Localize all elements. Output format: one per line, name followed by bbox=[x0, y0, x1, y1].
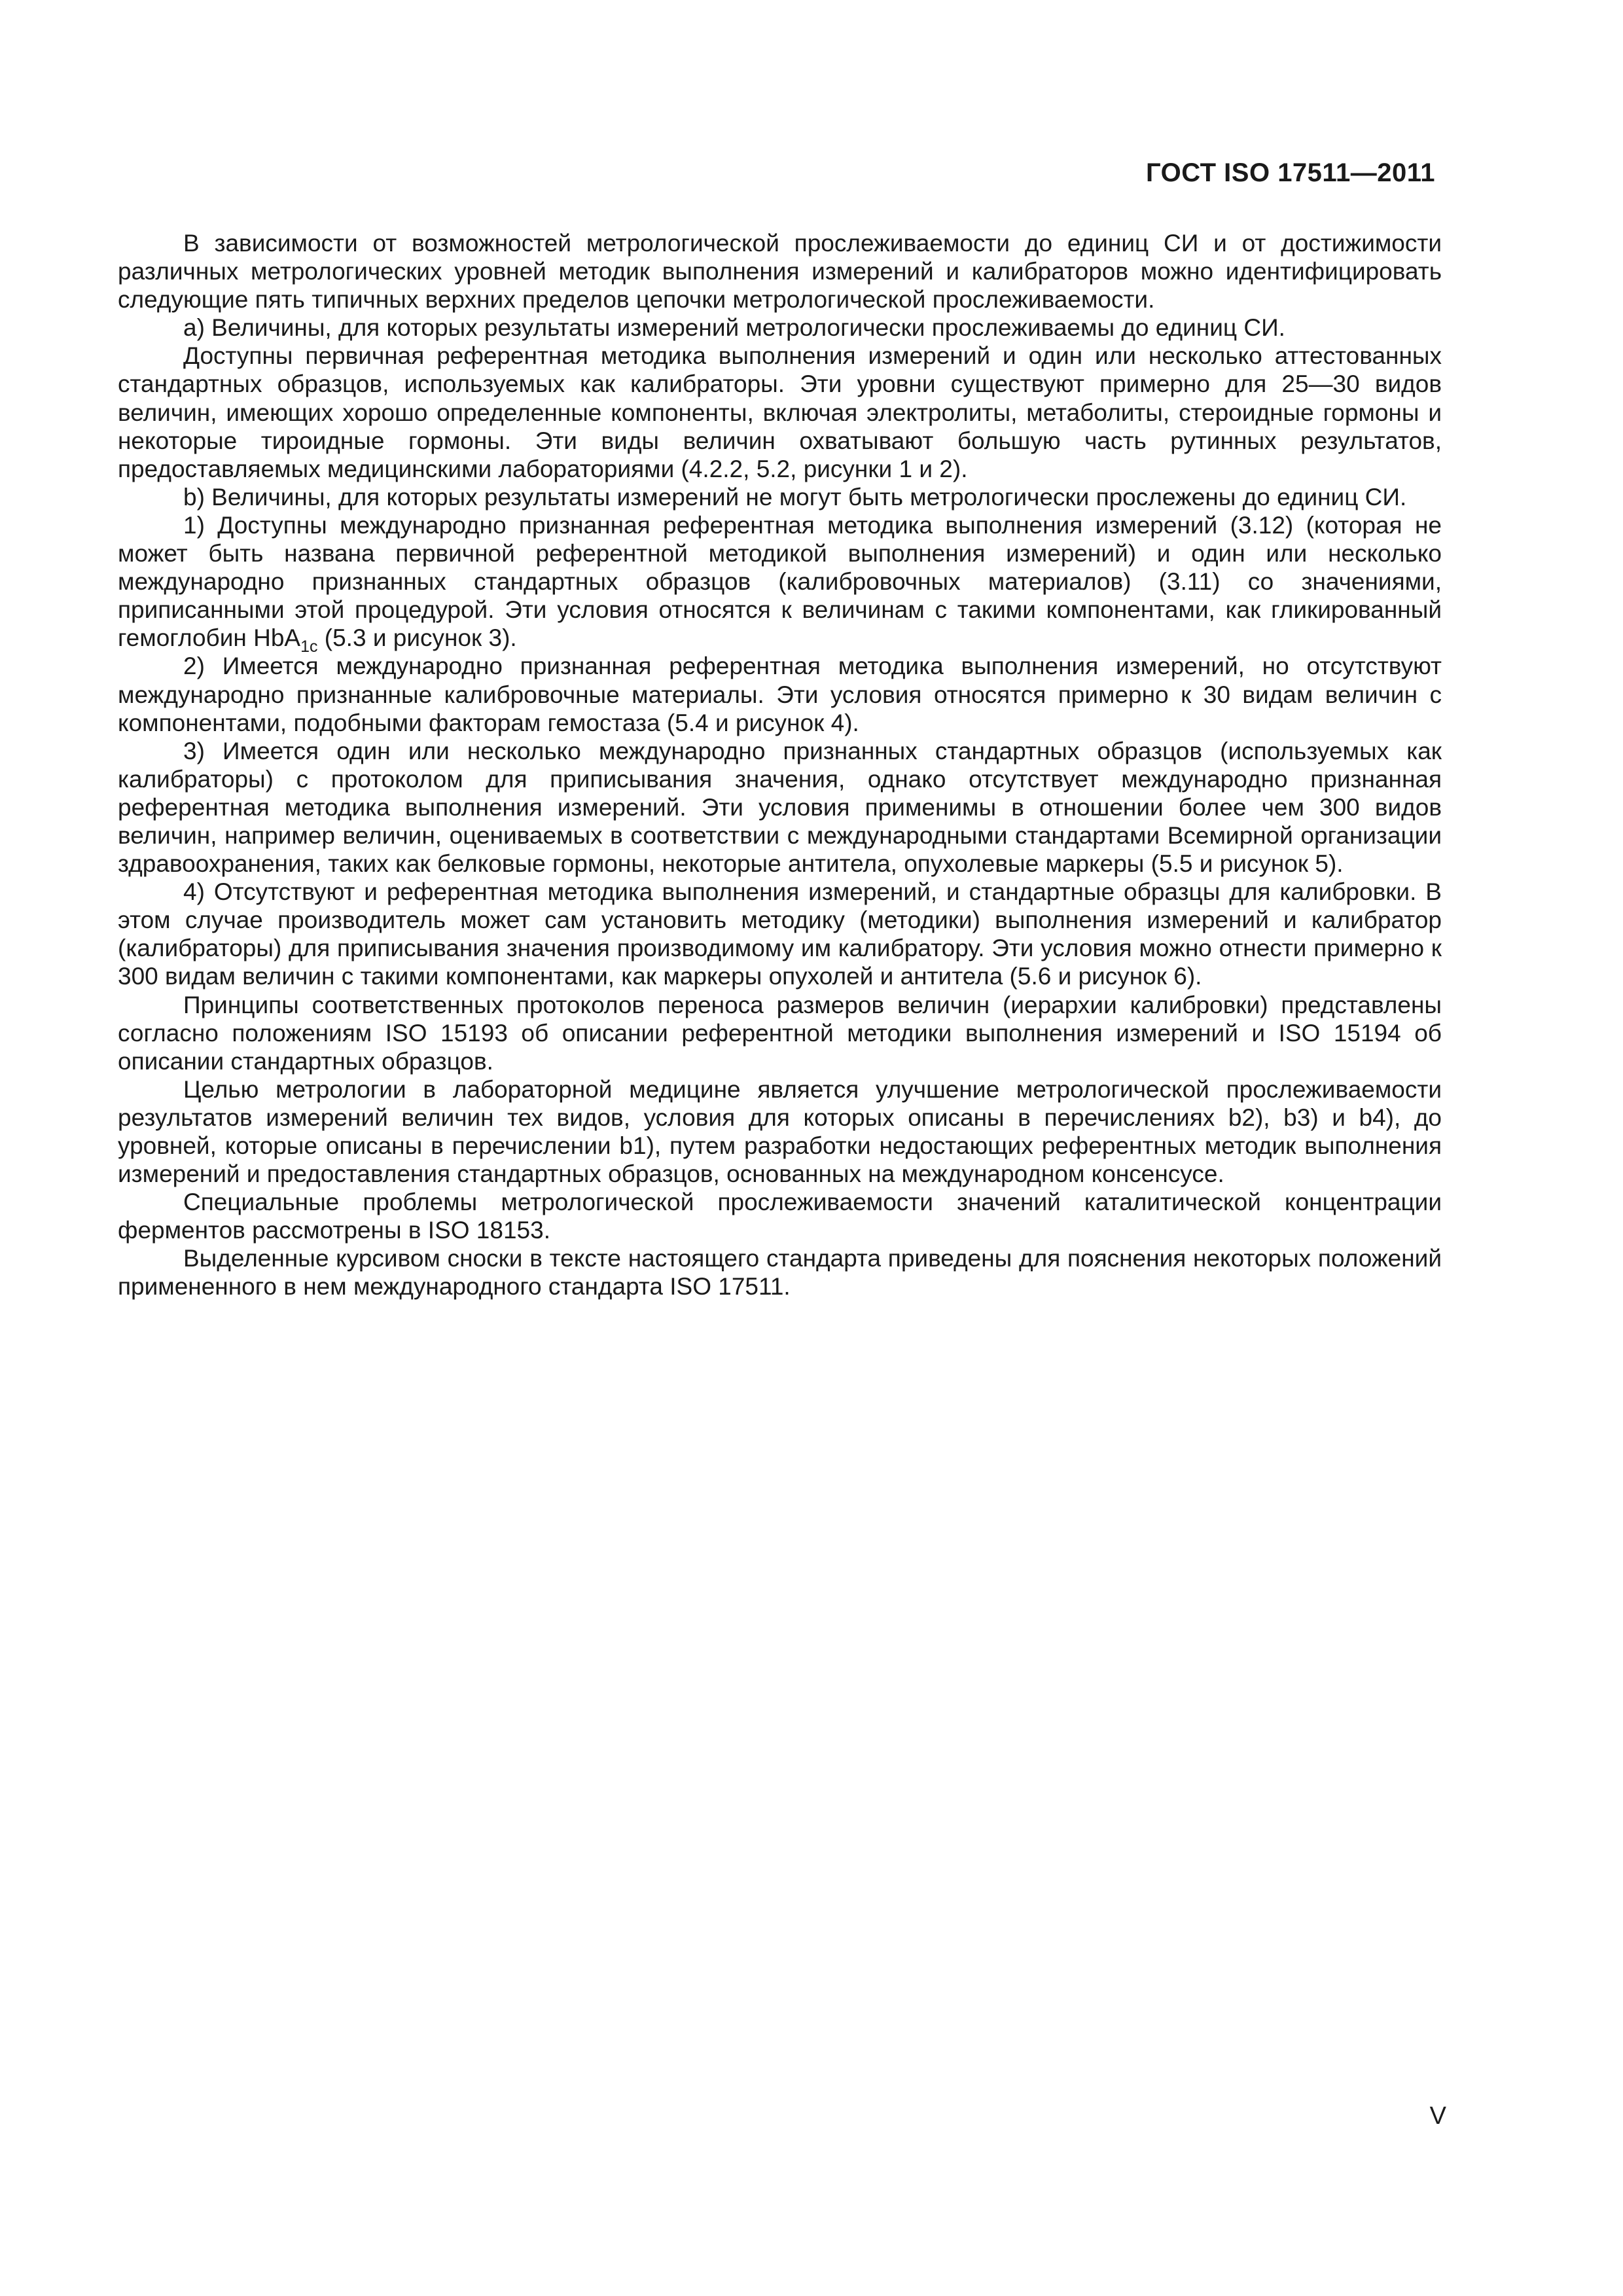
paragraph-goal: Целью метрологии в лабораторной медицине является улучшение метрологической прослеживаемости результатов измерений величин тех видов, условия для которых описаны в перечислениях b2), b3) и b4), до уровней, которые описаны в перечислении b1), путем разработки недостающих референтных методик выполнения измерений и предоставления стандартных образцов, основанных на международном консенсусе. bbox=[118, 1075, 1442, 1188]
document-body bbox=[118, 229, 1442, 1301]
paragraph-item-a-details: Доступны первичная референтная методика выполнения измерений и один или несколько аттестованных стандартных образцов, используемых как калибраторы. Эти уровни существуют примерно для 25—30 видов величин, имеющих хорошо определенные компоненты, включая электролиты, метаболиты, стероидные гормоны и некоторые тироидные гормоны. Эти виды величин охватывают большую часть рутинных результатов, предоставляемых медицинскими лабораториями (4.2.2, 5.2, рисунки 1 и 2). bbox=[118, 342, 1442, 482]
paragraph-item-b1-text: 1) Доступны международно признанная референтная методика выполнения измерений (3.12) (которая не может быть названа первичной референтной методикой выполнения измерений) и один или несколько международно признанных стандартных образцов (калибровочных материалов) (3.11) со значениями, приписанными этой процедурой. Эти условия относятся к величинам с такими компонентами, как гликированный гемоглобин HbA bbox=[118, 511, 1442, 652]
page-number: V bbox=[1429, 2102, 1446, 2130]
document-header: ГОСТ ISO 17511—2011 bbox=[1145, 158, 1435, 187]
paragraph-principles: Принципы соответственных протоколов переноса размеров величин (иерархии калибровки) представлены согласно положениям ISO 15193 об описании референтной методики выполнения измерений и ISO 15194 об описании стандартных образцов. bbox=[118, 991, 1442, 1075]
paragraph-item-b3: 3) Имеется один или несколько международно признанных стандартных образцов (используемых как калибраторы) с протоколом для приписывания значения, однако отсутствует международно признанная референтная методика выполнения измерений. Эти условия применимы в отношении более чем 300 видов величин, например величин, оцениваемых в соответствии с международными стандартами Всемирной организации здравоохранения, таких как белковые гормоны, некоторые антитела, опухолевые маркеры (5.5 и рисунок 5). bbox=[118, 737, 1442, 878]
paragraph-item-a: a) Величины, для которых результаты измерений метрологически прослеживаемы до единиц СИ. bbox=[183, 314, 1285, 342]
paragraph-item-b2: 2) Имеется международно признанная референтная методика выполнения измерений, но отсутствуют международно признанные калибровочные материалы. Эти условия относятся примерно к 30 видам величин с компонентами, подобными факторам гемостаза (5.4 и рисунок 4). bbox=[118, 653, 1442, 736]
paragraph-footnotes: Выделенные курсивом сноски в тексте настоящего стандарта приведены для пояснения некоторых положений примененного в нем международного стандарта ISO 17511. bbox=[118, 1245, 1442, 1300]
subscript-1c: 1c bbox=[300, 637, 318, 656]
paragraph-intro: В зависимости от возможностей метрологической прослеживаемости до единиц СИ и от достижимости различных метрологических уровней методик выполнения измерений и калибраторов можно идентифицировать следующие пять типичных верхних пределов цепочки метрологической прослеживаемости. bbox=[118, 230, 1442, 314]
paragraph-item-b1-tail: (5.3 и рисунок 3). bbox=[317, 624, 517, 652]
paragraph-enzymes: Специальные проблемы метрологической прослеживаемости значений каталитической концентрации ферментов рассмотрены в ISO 18153. bbox=[118, 1189, 1442, 1244]
paragraph-item-b4: 4) Отсутствуют и референтная методика выполнения измерений, и стандартные образцы для калибровки. В этом случае производитель может сам установить методику (методики) выполнения измерений и калибратор (калибраторы) для приписывания значения производимому им калибратору. Эти условия можно отнести примерно к 300 видам величин с такими компонентами, как маркеры опухолей и антитела (5.6 и рисунок 6). bbox=[118, 878, 1442, 990]
paragraph-item-b: b) Величины, для которых результаты измерений не могут быть метрологически прослежены до единиц СИ. bbox=[183, 483, 1407, 511]
paragraph-item-b1 bbox=[118, 511, 1442, 656]
